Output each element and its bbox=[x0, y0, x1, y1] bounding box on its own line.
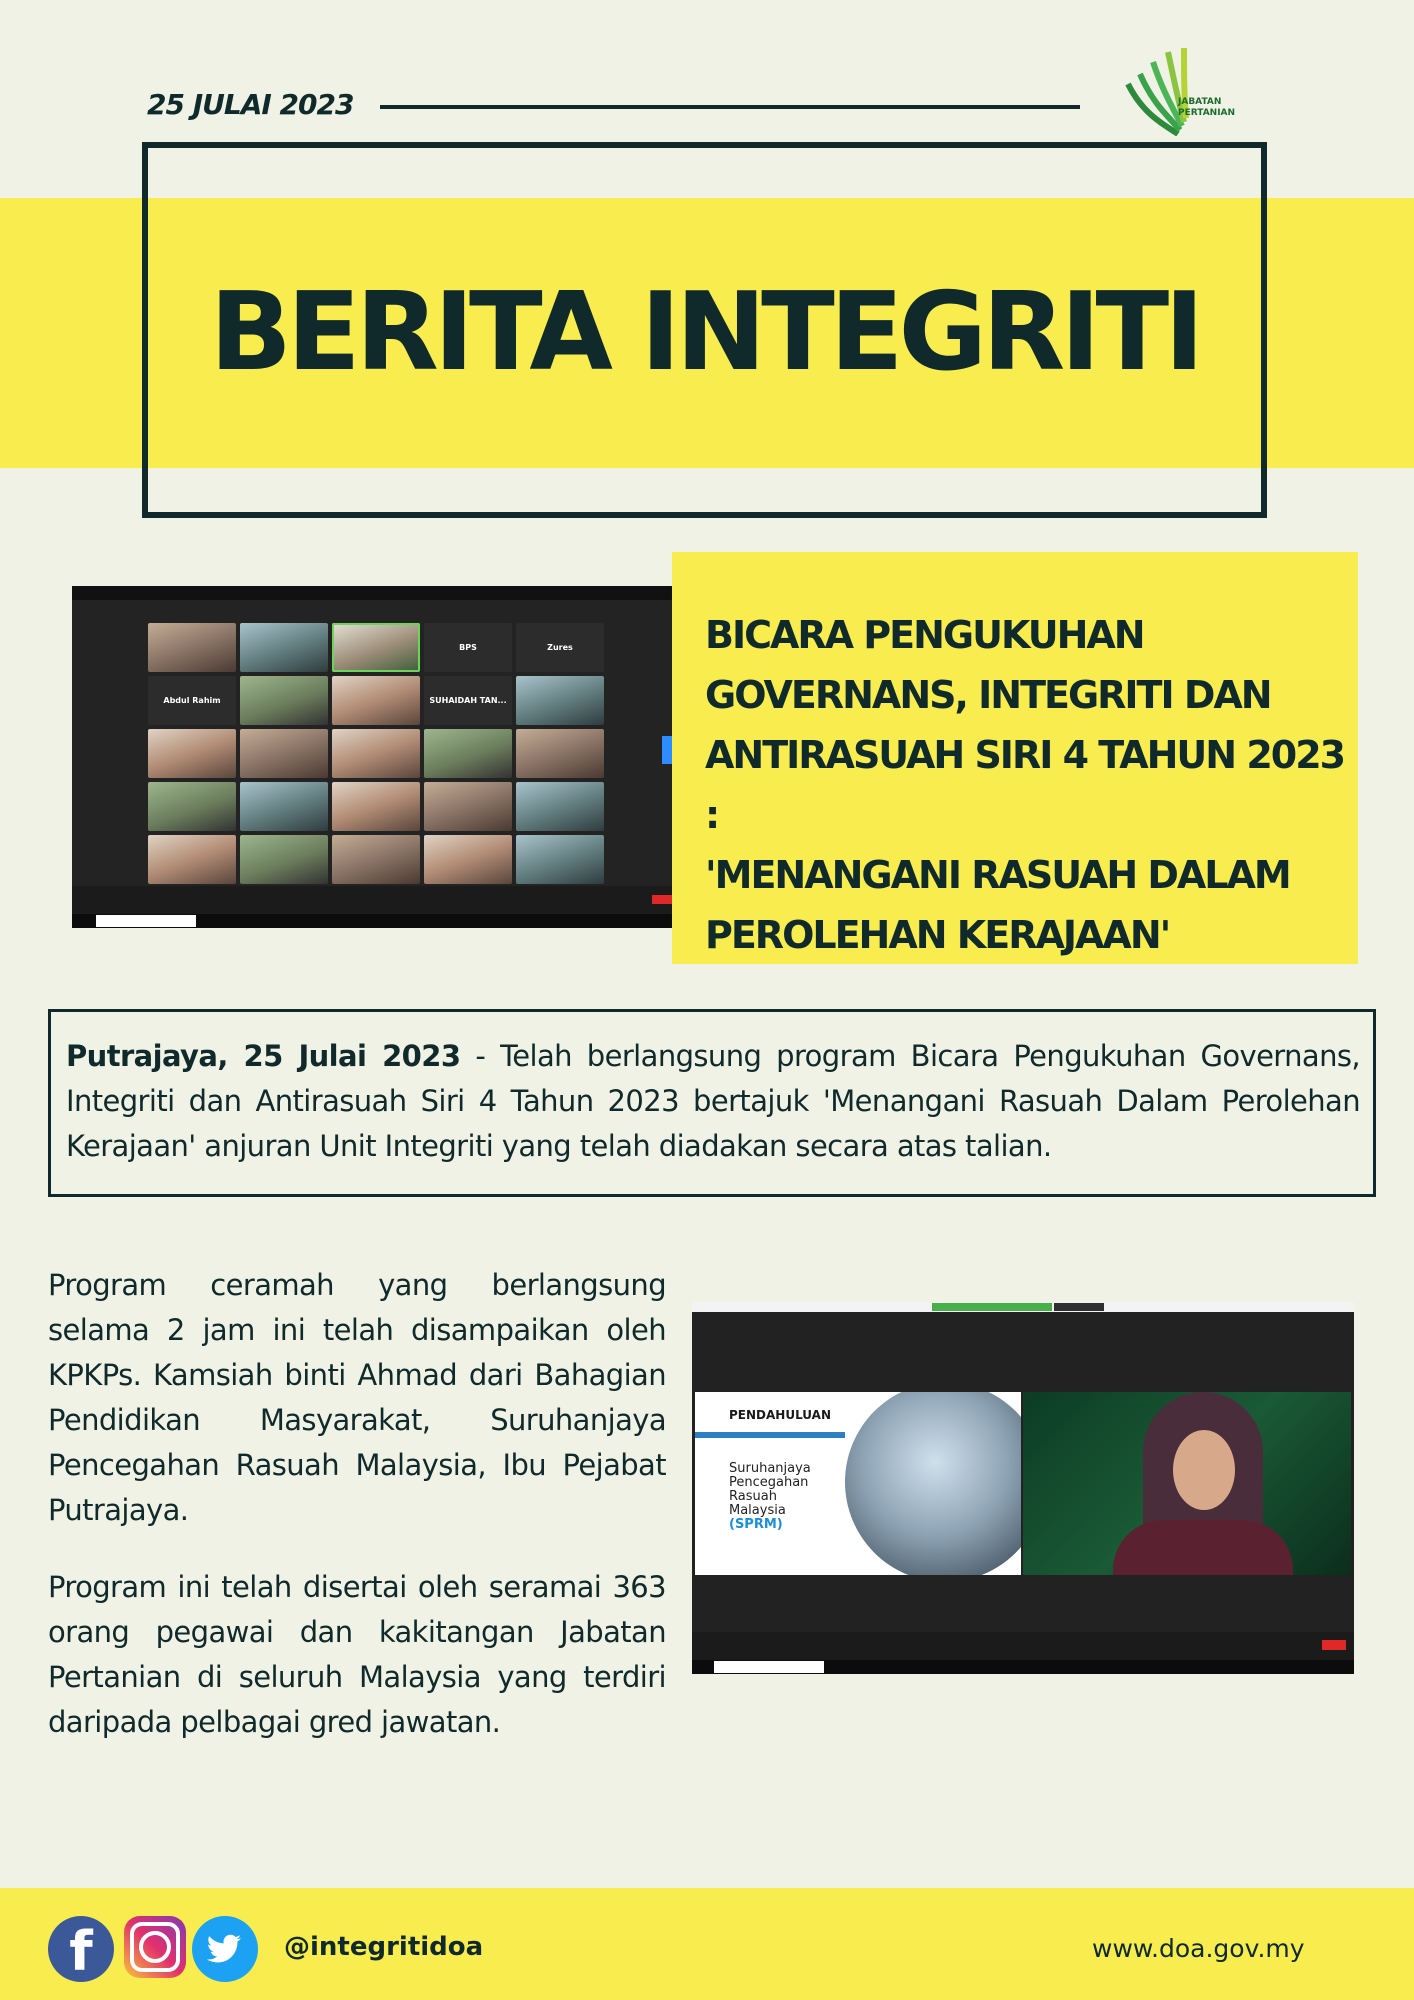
participant-tile bbox=[516, 729, 604, 778]
participant-tile bbox=[240, 729, 328, 778]
body-paragraph-1: Program ceramah yang berlangsung selama 2 jam ini telah disampaikan oleh KPKPs. Kamsiah binti Ahmad dari Bahagian Pendidikan Masyarakat, Suruhanjaya Pencegahan Rasuah Malaysia, Ibu Pejabat Putrajaya. bbox=[48, 1268, 666, 1527]
participant-tile bbox=[332, 835, 420, 884]
speaker-face bbox=[1173, 1430, 1235, 1510]
twitter-bird-icon bbox=[205, 1924, 245, 1972]
view-options-button bbox=[1054, 1303, 1104, 1311]
participant-tile bbox=[424, 835, 512, 884]
participant-tile bbox=[332, 623, 420, 672]
body-paragraph-2: Program ini telah disertai oleh seramai 363 orang pegawai dan kakitangan Jabatan Pertanian di seluruh Malaysia yang terdiri daripada pelbagai gred jawatan. bbox=[48, 1570, 666, 1739]
participant-tile bbox=[148, 729, 236, 778]
intro-paragraph bbox=[66, 1034, 1360, 1169]
participant-grid bbox=[148, 623, 608, 885]
facebook-icon[interactable]: f bbox=[48, 1916, 114, 1982]
article-heading: BICARA PENGUKUHAN GOVERNANS, INTEGRITI DAN ANTIRASUAH SIRI 4 TAHUN 2023 : 'MENANGANI RASUAH DALAM PEROLEHAN KERAJAAN' bbox=[705, 613, 1345, 957]
participant-tile bbox=[424, 782, 512, 831]
participant-tile bbox=[148, 782, 236, 831]
speaker-body bbox=[1113, 1520, 1293, 1575]
date-label: 25 JULAI 2023 bbox=[147, 88, 354, 121]
page-title: BERITA INTEGRITI bbox=[209, 270, 1200, 395]
logo-text: JABATAN PERTANIAN bbox=[1178, 97, 1236, 118]
leave-button bbox=[1322, 1640, 1346, 1650]
participant-tile bbox=[516, 676, 604, 725]
taskbar-search bbox=[96, 915, 196, 927]
participant-tile bbox=[332, 676, 420, 725]
participant-tile: SUHAIDAH TAN... bbox=[424, 676, 512, 725]
participant-tile bbox=[240, 835, 328, 884]
viewing-banner bbox=[932, 1303, 1052, 1311]
zoom-titlebar bbox=[72, 586, 684, 600]
zoom-toolbar bbox=[692, 1632, 1354, 1660]
slide-title: PENDAHULUAN bbox=[729, 1408, 831, 1422]
participant-tile bbox=[148, 623, 236, 672]
jabatan-pertanian-logo bbox=[1118, 44, 1228, 136]
participant-tile bbox=[332, 729, 420, 778]
participant-tile bbox=[332, 782, 420, 831]
zoom-presentation-screenshot bbox=[692, 1302, 1354, 1674]
participant-tile bbox=[516, 835, 604, 884]
participant-tile bbox=[148, 835, 236, 884]
participant-tile bbox=[516, 782, 604, 831]
social-handle[interactable]: @integritidoa bbox=[284, 1932, 484, 1962]
participant-tile bbox=[424, 729, 512, 778]
participant-tile: Zures bbox=[516, 623, 604, 672]
participant-tile bbox=[240, 782, 328, 831]
participant-tile: Abdul Rahim bbox=[148, 676, 236, 725]
zoom-gallery-screenshot bbox=[72, 586, 684, 928]
leave-button bbox=[652, 895, 674, 904]
divider-line bbox=[380, 105, 1080, 109]
slide-accent-line bbox=[695, 1432, 845, 1438]
speaker-video bbox=[1023, 1392, 1351, 1575]
intro-body: - Telah berlangsung program Bicara Pengukuhan Governans, Integriti dan Antirasuah Siri 4 Tahun 2023 bertajuk 'Menangani Rasuah Dalam Perolehan Kerajaan' anjuran Unit Integriti yang telah diadakan secara atas talian. bbox=[66, 1039, 1360, 1163]
participant-tile bbox=[240, 676, 328, 725]
taskbar-search bbox=[714, 1661, 824, 1673]
instagram-icon-lens bbox=[139, 1931, 171, 1963]
participant-tile: BPS bbox=[424, 623, 512, 672]
body-column bbox=[48, 1263, 666, 1777]
building-photo bbox=[845, 1392, 1021, 1575]
website-link[interactable]: www.doa.gov.my bbox=[1092, 1934, 1305, 1963]
participant-tile bbox=[240, 623, 328, 672]
slide-body: Suruhanjaya Pencegahan Rasuah Malaysia (SPRM) bbox=[729, 1461, 811, 1532]
shared-slide bbox=[695, 1392, 1021, 1575]
zoom-toolbar bbox=[72, 886, 684, 914]
intro-lead: Putrajaya, 25 Julai 2023 bbox=[66, 1039, 461, 1073]
